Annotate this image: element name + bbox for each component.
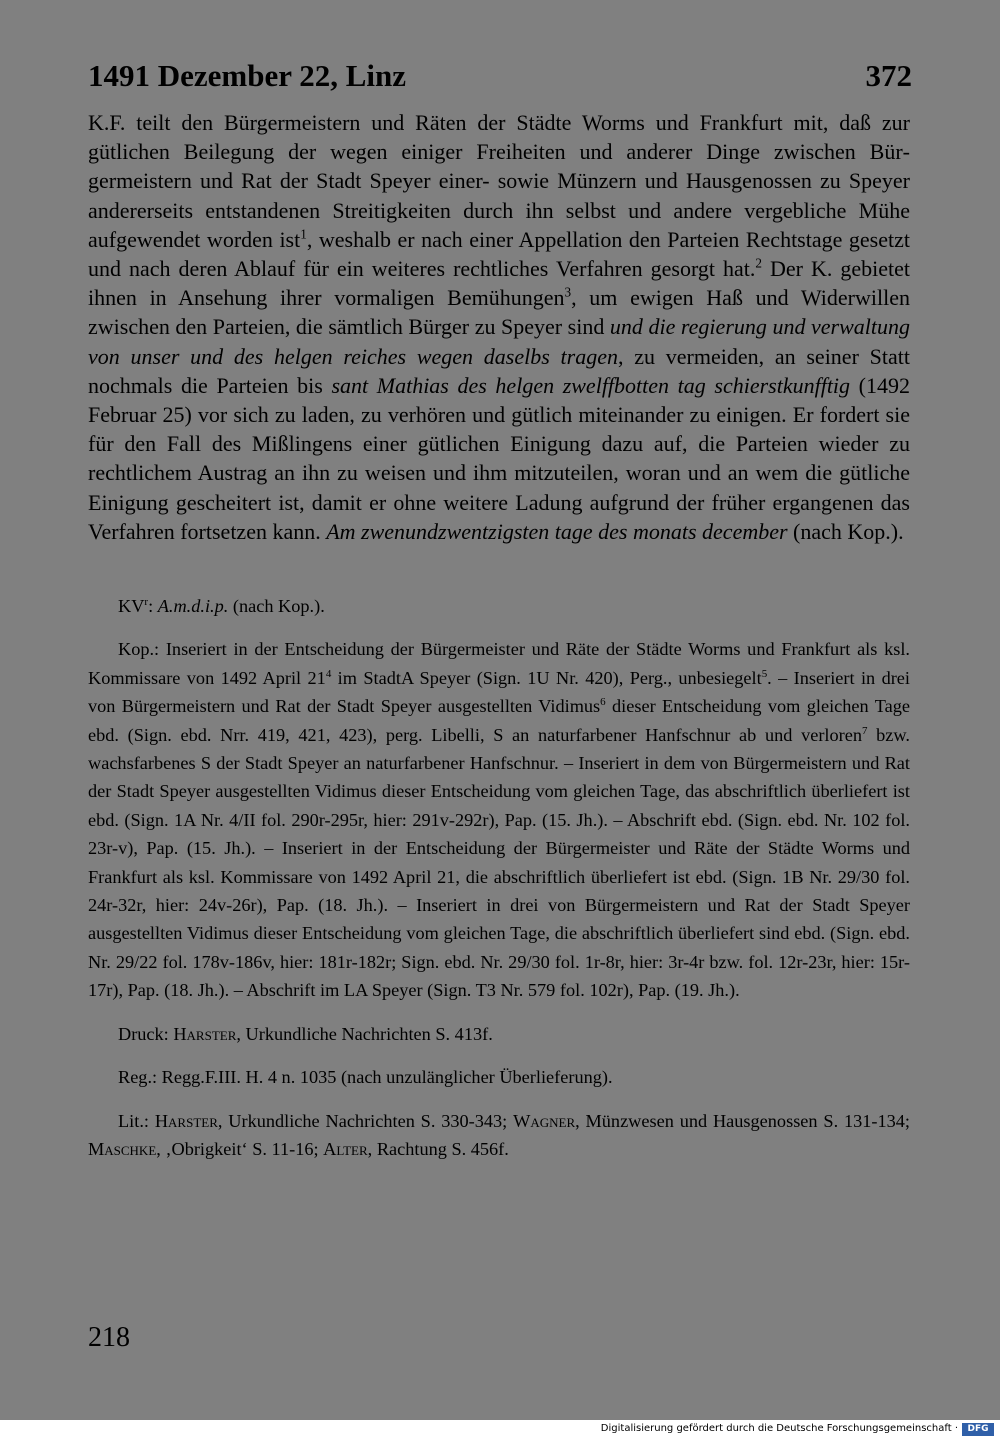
document-header [88,58,912,94]
lit-text: , Urkundliche Nachrichten S. 330-343; [217,1110,514,1131]
author-name: Harster [154,1110,218,1131]
druck-text: , Urkundliche Nachrichten S. 413f. [236,1023,493,1044]
lit-text: , ‚Obrigkeit‘ S. 11-16; [156,1138,324,1159]
footer-credit: Digitalisierung gefördert durch die Deutsche Forschungsgemeinschaft · [600,1423,958,1434]
lit-label: Lit.: [118,1110,155,1131]
lit-text: , Rachtung S. 456f. [367,1138,509,1159]
regest-text: , zu vermeiden, an seiner Statt nochmals die Parteien bis [88,343,910,398]
apparatus-notes [88,592,910,1178]
kop-text: im StadtA Speyer (Sign. 1U Nr. 420), Perg., unbesiegelt [331,667,762,688]
kop-text: dieser Entscheidung vom gleichen Tage ebd. (Sign. ebd. Nrr. 419, 421, 423), perg. Libelli, S an naturfarbener Hanfschnur ab und verloren [88,696,910,745]
kv-value: A.m.d.i.p. [157,596,229,616]
author-name: Wagner [513,1110,576,1131]
footnote-marker: 3 [564,284,572,300]
author-name: Harster [173,1023,237,1044]
druck-note [88,1020,910,1048]
regest-text: , um ewigen Haß und Widerwillen zwischen den Parteien, die sämtlich Bürger zu Speyer sind [88,285,910,340]
kop-text: bzw. wachsfarbenes S der Stadt Speyer an naturfarbener Hanfschnur. – Inseriert in dem von Bürgermeistern und Rat der Stadt Speyer ausgestellten Vidimus dieser Entscheidung vom gleichen Tage, das abschriftlich überliefert ist ebd. (Sign. 1A Nr. 4/II fol. 290r-295r, hier: 291v-292r), Pap. (15. Jh.). – Abschrift ebd. (Sign. ebd. Nr. 102 fol. 23r-v), Pap. (15. Jh.). – Inseriert in der Entscheidung der Bürgermeister und Räte der Städte Worms und Frankfurt als ksl. Kommissare von 1492 April 21, die abschriftlich überliefert ist ebd. (Sign. 1B Nr. 29/30 fol. 24r-32r, hier: 24v-26r), Pap. (18. Jh.). – Inseriert in drei von Bürgermeistern und Rat der Stadt Speyer ausgestellten Vidimus dieser Entscheidung vom gleichen Tage, die abschriftlich überliefert sind ebd. (Sign. ebd. Nr. 29/22 fol. 178v-186v, hier: 181r-182r; Sign. ebd. Nr. 29/30 fol. 1r-8r, hier: 3r-4r bzw. fol. 12r-23r, hier: 15r-17r), Pap. (18. Jh.). – Abschrift im LA Speyer (Sign. T3 Nr. 579 fol. 102r), Pap. (19. Jh.). [88,724,910,1001]
kv-superscript: r [144,595,149,608]
footnote-marker: 1 [300,226,307,242]
kv-note [88,592,910,620]
kv-label: KV [118,596,145,616]
author-name: Maschke [88,1138,157,1159]
regest-text: (1492 Februar 25) vor sich zu laden, zu verhören und gütlich miteinander zu einigen. Er fordert sie für den Fall des Mißlingens einer gütlichen Einigung dazu auf, die Parteien wieder zu rechtlichem Austrag an ihn zu weisen und ihm mitzuteilen, woran und an wem die gütliche Einigung gescheitert ist, damit er ohne weitere Ladung aufgrund der früher ergangenen das Verfahren fortsetzen kann. [88,372,910,544]
regest-text: (nach Kop.). [787,518,904,544]
footer-bar [0,1420,1000,1439]
lit-text: , Münzwesen und Hausgenossen S. 131-134; [575,1110,910,1131]
regest-text: , weshalb er nach einer Appellation den Parteien Rechtstage gesetzt und nach deren Ablauf für ein weiteres rechtliches Verfahren gesorgt hat. [88,226,911,282]
regest-text: Der K. gebietet ihnen in Ansehung ihrer vormaligen Bemühungen [88,256,911,311]
footnote-marker: 5 [761,667,768,680]
kop-text: Kop.: Inseriert in der Entscheidung der Bürgermeister und Räte der Städte Worms und Frankfurt als ksl. Kommissare von 1492 April 21 [88,639,910,688]
author-name: Alter [323,1138,368,1159]
regest-quote: und die regierung und verwaltung von unser und des helgen reiches wegen daselbs tragen [88,314,910,369]
dfg-logo-icon: DFG [962,1423,994,1436]
regest-quote: sant Mathias des helgen zwelffbotten tag schierstkunfftig [331,372,851,398]
kop-text: . – Inseriert in drei von Bürgermeistern und Rat der Stadt Speyer ausgestellten Vidimus [88,667,910,717]
kop-note [88,635,910,1004]
lit-note [88,1107,910,1164]
footnote-marker: 6 [600,696,606,709]
druck-label: Druck: [118,1023,174,1044]
document-number: 372 [865,58,912,93]
page-number: 218 [88,1322,130,1353]
regest-paragraph [88,108,910,546]
footnote-marker: 2 [755,255,763,271]
regest-text: K.F. teilt den Bürgermeistern und Räten der Städte Worms und Frankfurt mit, daß zur gütlichen Beilegung der wegen einiger Freiheiten und anderer Dinge zwischen Bürgermeistern und Rat der Stadt Speyer einer- sowie Münzern und Hausgenossen zu Speyer andererseits entstandenen Streitigkeiten durch ihn selbst und andere vergebliche Mühe aufgewendet worden ist [88,110,910,252]
reg-note: Reg.: Regg.F.III. H. 4 n. 1035 (nach unzulänglicher Überlieferung). [118,1067,613,1088]
kv-separator: : [148,596,158,616]
regest-quote: Am zwenundzwentzigsten tage des monats december [326,518,788,544]
kv-rest: (nach Kop.). [228,596,325,616]
footnote-marker: 7 [861,724,868,737]
footnote-marker: 4 [325,667,332,680]
document-title: 1491 Dezember 22, Linz [88,58,406,93]
